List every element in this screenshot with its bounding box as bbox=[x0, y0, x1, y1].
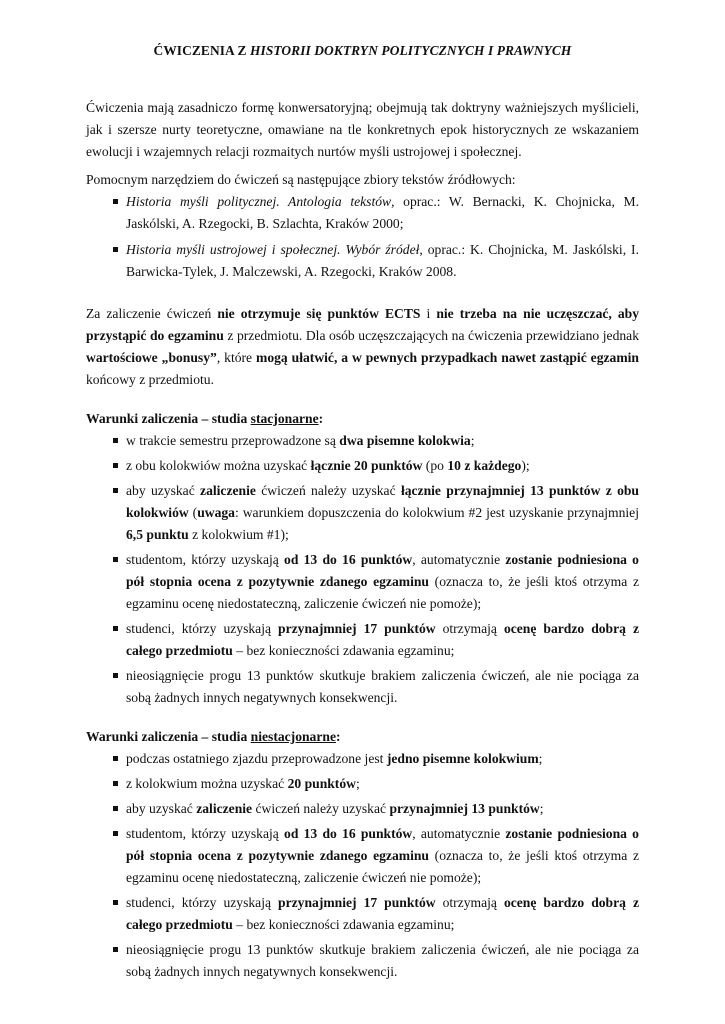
rule-text: ( bbox=[188, 505, 198, 520]
rule-text: ; bbox=[539, 801, 544, 816]
rule-item bbox=[86, 892, 639, 936]
source-item-2 bbox=[86, 239, 639, 283]
rule-item bbox=[86, 480, 639, 546]
rule-item bbox=[86, 549, 639, 615]
rule-bold: zaliczenie bbox=[196, 801, 253, 816]
rule-text: ; bbox=[355, 776, 360, 791]
rule-item bbox=[86, 665, 639, 709]
source-title: Historia myśli politycznej. Antologia tekstów bbox=[126, 194, 392, 209]
ects-bold: nie trzeba na nie uczęszczać, aby przystąpić do egzaminu bbox=[86, 306, 640, 343]
rule-text: (po bbox=[422, 458, 448, 473]
rule-bold: od 13 do 16 punktów bbox=[284, 552, 413, 567]
rule-item bbox=[86, 455, 639, 477]
nonstationary-rules-list bbox=[86, 748, 639, 983]
heading-colon: : bbox=[318, 411, 324, 426]
rule-text: – bez konieczności zdawania egzaminu; bbox=[232, 917, 455, 932]
rule-text: ćwiczeń należy uzyskać bbox=[252, 801, 390, 816]
rule-text: , automatycznie bbox=[412, 826, 506, 841]
page-title bbox=[86, 40, 639, 62]
rule-text: aby uzyskać bbox=[126, 483, 201, 498]
source-title: Historia myśli ustrojowej i społecznej. Wybór źródeł bbox=[126, 242, 420, 257]
ects-text: i bbox=[420, 306, 437, 321]
rule-text: z kolokwium można uzyskać bbox=[126, 776, 288, 791]
title-italic: HISTORII DOKTRYN POLITYCZNYCH I PRAWNYCH bbox=[250, 43, 572, 58]
rule-text: , automatycznie bbox=[412, 552, 506, 567]
ects-bold: nie otrzymuje się punktów ECTS bbox=[217, 306, 421, 321]
rule-item bbox=[86, 748, 639, 770]
rule-text: ; bbox=[538, 751, 543, 766]
rule-text: podczas ostatniego zjazdu przeprowadzone jest bbox=[126, 751, 387, 766]
ects-text: , które bbox=[216, 350, 257, 365]
ects-paragraph bbox=[86, 303, 639, 391]
rule-text: studenci, którzy uzyskają bbox=[126, 621, 279, 636]
ects-bold: wartościowe „bonusy” bbox=[86, 350, 217, 365]
source-details: , oprac.: K. Chojnicka, M. Jaskólski, I. Barwicka-Tylek, J. Malczewski, A. Rzegocki, Kraków 2008. bbox=[126, 242, 639, 279]
rule-bold: jedno pisemne kolokwium bbox=[386, 751, 539, 766]
rule-text: z obu kolokwiów można uzyskać bbox=[126, 458, 311, 473]
rule-bold: zaliczenie bbox=[200, 483, 256, 498]
rule-bold: 20 punktów bbox=[287, 776, 356, 791]
rule-text: (oznacza to, że jeśli ktoś otrzyma z egzaminu ocenę niedostateczną, zaliczenie ćwiczeń nie pomoże); bbox=[126, 574, 639, 611]
rule-bold: zostanie podniesiona o pół stopnia ocena z pozytywnie zdanego egzaminu bbox=[126, 826, 639, 863]
rule-text: : warunkiem dopuszczenia do kolokwium #2 jest uzyskanie przynajmniej bbox=[234, 505, 639, 520]
source-item-1 bbox=[86, 191, 639, 235]
sources-lead: Pomocnym narzędziem do ćwiczeń są następujące zbiory tekstów źródłowych: bbox=[86, 172, 516, 187]
rule-text: otrzymają bbox=[435, 621, 504, 636]
ects-bold: mogą ułatwić, a w pewnych przypadkach nawet zastąpić egzamin bbox=[256, 350, 639, 365]
rule-bold: 6,5 punktu bbox=[126, 527, 189, 542]
rule-bold: zostanie podniesiona o pół stopnia ocena z pozytywnie zdanego egzaminu bbox=[126, 552, 639, 589]
rule-bold: uwaga bbox=[197, 505, 235, 520]
rule-text: nieosiągnięcie progu 13 punktów skutkuje brakiem zaliczenia ćwiczeń, ale nie pociąga za sobą żadnych innych negatywnych konsekwencji. bbox=[126, 942, 639, 979]
rule-bold: przynajmniej 13 punktów bbox=[389, 801, 540, 816]
heading-colon: : bbox=[335, 729, 341, 744]
rule-item bbox=[86, 823, 639, 889]
rule-bold: przynajmniej 17 punktów bbox=[278, 621, 436, 636]
rule-text: w trakcie semestru przeprowadzone są bbox=[126, 433, 340, 448]
rule-text: ćwiczeń należy uzyskać bbox=[255, 483, 401, 498]
rule-bold: łącznie przynajmniej 13 punktów z obu kolokwiów bbox=[126, 483, 639, 520]
rule-item bbox=[86, 618, 639, 662]
heading-mode: niestacjonarne bbox=[250, 729, 336, 744]
rule-bold: dwa pisemne kolokwia bbox=[339, 433, 471, 448]
title-prefix: ĆWICZENIA Z bbox=[153, 43, 250, 58]
rule-item bbox=[86, 939, 639, 983]
rule-bold: ocenę bardzo dobrą z całego przedmiotu bbox=[126, 895, 639, 932]
rule-text: – bez konieczności zdawania egzaminu; bbox=[232, 643, 455, 658]
ects-text: Za zaliczenie ćwiczeń bbox=[86, 306, 218, 321]
heading-text: Warunki zaliczenia – studia bbox=[86, 729, 251, 744]
rule-text: ; bbox=[470, 433, 475, 448]
rule-text: studenci, którzy uzyskają bbox=[126, 895, 279, 910]
stationary-heading bbox=[86, 408, 639, 430]
rule-text: ); bbox=[521, 458, 530, 473]
rule-text: studentom, którzy uzyskają bbox=[126, 552, 285, 567]
rule-text: nieosiągnięcie progu 13 punktów skutkuje brakiem zaliczenia ćwiczeń, ale nie pociąga za sobą żadnych innych negatywnych konsekwencji. bbox=[126, 668, 639, 705]
sources-list bbox=[86, 191, 639, 283]
rule-item bbox=[86, 798, 639, 820]
rule-bold: od 13 do 16 punktów bbox=[284, 826, 413, 841]
rule-text: z kolokwium #1); bbox=[188, 527, 289, 542]
rule-bold: przynajmniej 17 punktów bbox=[278, 895, 436, 910]
rule-text: aby uzyskać bbox=[126, 801, 197, 816]
nonstationary-heading bbox=[86, 726, 639, 748]
intro-paragraph: Ćwiczenia mają zasadniczo formę konwersatoryjną; obejmują tak doktryny ważniejszych myślicieli, jak i szersze nurty teoretyczne, omawiane na tle konkretnych epok historycznych ze wskazaniem ewolucji i wzajemnych relacji rozmaitych nurtów myśli ustrojowej i społecznej. bbox=[86, 100, 639, 159]
rule-text: otrzymają bbox=[435, 895, 504, 910]
heading-text: Warunki zaliczenia – studia bbox=[86, 411, 251, 426]
ects-text: z przedmiotu. Dla osób uczęszczających na ćwiczenia przewidziano jednak bbox=[223, 328, 639, 343]
rule-item bbox=[86, 773, 639, 795]
ects-text: końcowy z przedmiotu. bbox=[86, 372, 214, 387]
source-details: , oprac.: W. Bernacki, K. Chojnicka, M. Jaskólski, A. Rzegocki, B. Szlachta, Kraków 2000; bbox=[126, 194, 639, 231]
rule-text: studentom, którzy uzyskają bbox=[126, 826, 285, 841]
rule-bold: 10 z każdego bbox=[447, 458, 522, 473]
rule-bold: łącznie 20 punktów bbox=[310, 458, 423, 473]
stationary-rules-list bbox=[86, 430, 639, 709]
rule-item bbox=[86, 430, 639, 452]
heading-mode: stacjonarne bbox=[250, 411, 319, 426]
rule-text: (oznacza to, że jeśli ktoś otrzyma z egzaminu ocenę niedostateczną, zaliczenie ćwiczeń nie pomoże); bbox=[126, 848, 639, 885]
rule-bold: ocenę bardzo dobrą z całego przedmiotu bbox=[126, 621, 639, 658]
